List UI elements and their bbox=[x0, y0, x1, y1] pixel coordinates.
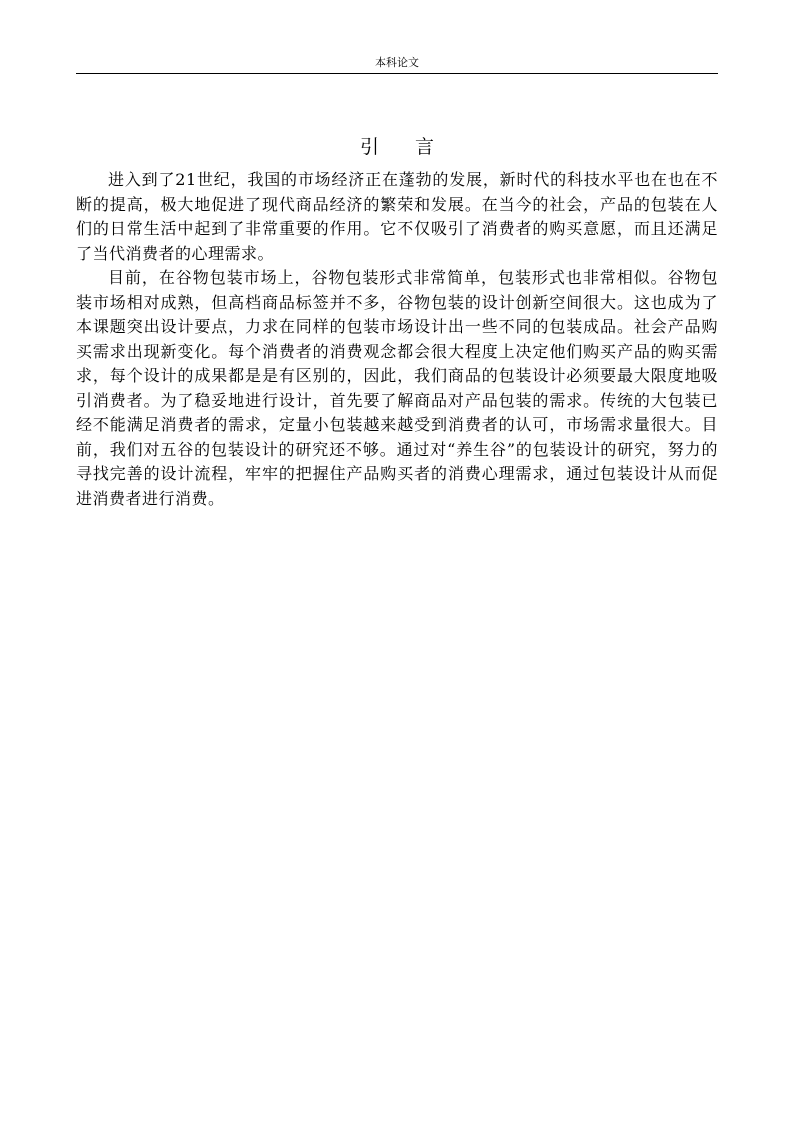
running-header: 本科论文 bbox=[375, 56, 419, 69]
paragraph-2: 目前，在谷物包装市场上，谷物包装形式非常简单，包装形式也非常相似。谷物包装市场相对成熟，但高档商品标签并不多，谷物包装的设计创新空间很大。这也成为了本课题突出设计要点，力求在同样的包装市场设计出一些不同的包装成品。社会产品购买需求出现新变化。每个消费者的消费观念都会很大程度上决定他们购买产品的购买需求，每个设计的成果都是是有区别的，因此，我们商品的包装设计必须要最大限度地吸引消费者。为了稳妥地进行设计，首先要了解商品对产品包装的需求。传统的大包装已经不能满足消费者的需求，定量小包装越来越受到消费者的认可，市场需求量很大。目前，我们对五谷的包装设计的研究还不够。通过对“养生谷”的包装设计的研究，努力的寻找完善的设计流程，牢牢的把握住产品购买者的消费心理需求，通过包装设计从而促进消费者进行消费。 bbox=[76, 268, 718, 508]
body-text bbox=[76, 168, 718, 511]
header-rule bbox=[76, 73, 718, 74]
section-title: 引言 bbox=[359, 136, 470, 158]
paragraph-1: 进入到了21世纪，我国的市场经济正在蓬勃的发展，新时代的科技水平也在也在不断的提高，极大地促进了现代商品经济的繁荣和发展。在当今的社会，产品的包装在人们的日常生活中起到了非常重要的作用。它不仅吸引了消费者的购买意愿，而且还满足了当代消费者的心理需求。 bbox=[76, 170, 718, 263]
